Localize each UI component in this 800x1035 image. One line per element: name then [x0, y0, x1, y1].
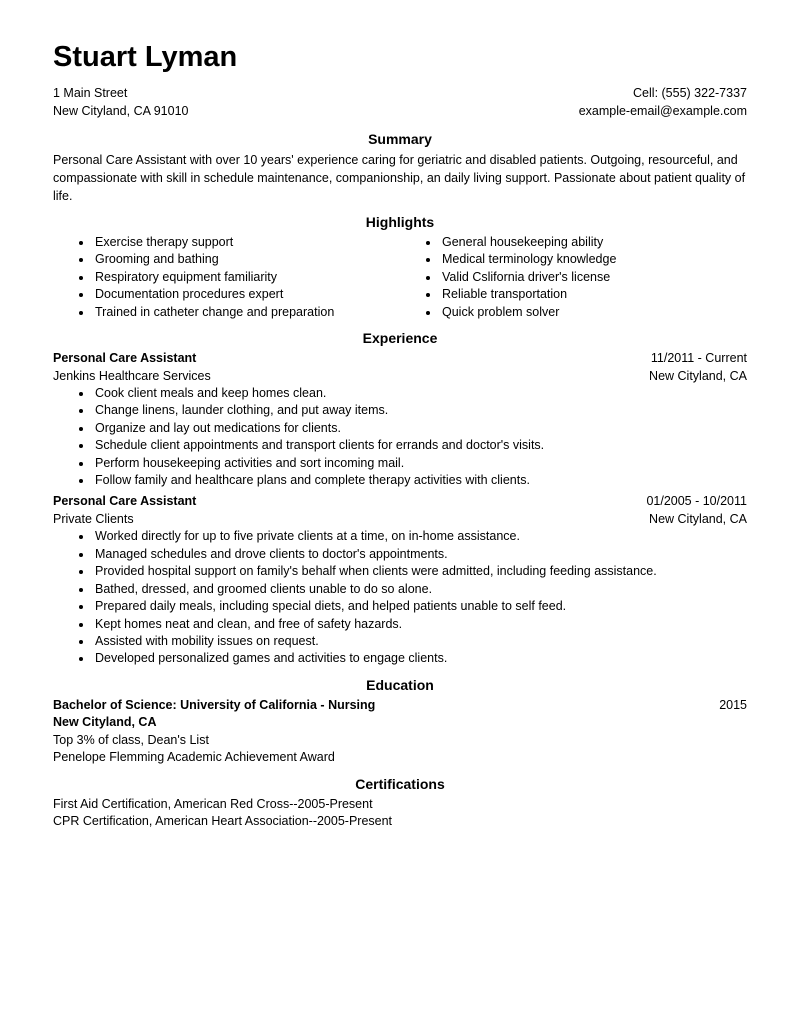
education-location: New Cityland, CA [53, 715, 157, 730]
job-bullet: • Cook client meals and keep homes clean. [93, 385, 747, 402]
email-address: example-email@example.com [578, 104, 747, 118]
education-year: 2015 [719, 697, 747, 712]
job-title: Personal Care Assistant [53, 351, 197, 366]
summary-text: Personal Care Assistant with over 10 years' experience caring for geriatric and disabled patients. Outgoing, resourceful, and compassionate with skill in schedule maintenance, companionship, an daily living support. Passionate about patient quality of life. [53, 153, 746, 203]
job-dates: 01/2005 - 10/2011 [646, 494, 747, 509]
job-bullet-list [53, 528, 747, 667]
address-line-2: New Cityland, CA 91010 [53, 104, 189, 118]
education-detail: Penelope Flemming Academic Achievement Award [53, 750, 335, 765]
section-highlights [53, 213, 747, 321]
job-bullet: • Kept homes neat and clean, and free of safety hazards. [93, 616, 747, 633]
job-employer-row [53, 511, 747, 529]
job-bullet: • Managed schedules and drove clients to doctor's appointments. [93, 546, 747, 563]
job-bullet: • Provided hospital support on family's behalf when clients were admitted, including feeding assistance. [93, 563, 747, 580]
certifications-heading: Certifications [355, 775, 445, 792]
job-title-row [53, 350, 747, 368]
job-employer: Private Clients [53, 511, 134, 526]
address-block [53, 84, 189, 120]
job-entry-1 [53, 350, 747, 489]
section-experience [53, 329, 747, 668]
highlight-item: • Reliable transportation [440, 286, 747, 303]
highlight-item: • Grooming and bathing [93, 251, 400, 268]
education-degree: Bachelor of Science: University of California - Nursing [53, 697, 376, 712]
job-employer-row [53, 368, 747, 386]
highlight-item: • Medical terminology knowledge [440, 251, 747, 268]
highlight-item: • Quick problem solver [440, 304, 747, 321]
education-heading: Education [366, 676, 434, 693]
job-location: New Cityland, CA [649, 368, 747, 383]
job-title-row [53, 493, 747, 511]
contact-row [53, 84, 747, 120]
highlight-item: • Respiratory equipment familiarity [93, 269, 400, 286]
summary-heading: Summary [368, 131, 432, 147]
highlight-item: • Documentation procedures expert [93, 286, 400, 303]
job-bullet: • Schedule client appointments and transport clients for errands and doctor's visits. [93, 437, 747, 454]
highlight-item: • Exercise therapy support [93, 234, 400, 251]
job-employer: Jenkins Healthcare Services [53, 368, 211, 383]
person-name: Stuart Lyman [53, 41, 238, 73]
job-bullet-list [53, 385, 747, 489]
section-certifications [53, 775, 747, 831]
address-line-1: 1 Main Street [53, 86, 128, 100]
job-location: New Cityland, CA [649, 511, 747, 526]
contact-block [579, 84, 747, 120]
certification-item: CPR Certification, American Heart Association--2005-Present [53, 814, 393, 829]
highlights-list-left [53, 234, 400, 321]
experience-heading: Experience [362, 330, 438, 347]
highlights-heading: Highlights [365, 214, 435, 230]
job-bullet: • Organize and lay out medications for clients. [93, 420, 747, 437]
resume-header [53, 40, 747, 120]
highlights-list-right [400, 234, 747, 321]
education-degree-row [53, 697, 747, 715]
job-bullet: • Change linens, launder clothing, and put away items. [93, 402, 747, 419]
highlights-columns [53, 234, 747, 321]
highlight-item: • Valid Cslifornia driver's license [440, 269, 747, 286]
section-summary [53, 130, 747, 205]
highlight-item: • General housekeeping ability [440, 234, 747, 251]
job-title: Personal Care Assistant [53, 494, 197, 509]
job-dates: 11/2011 - Current [650, 351, 747, 366]
phone-number: Cell: (555) 322-7337 [633, 86, 747, 100]
job-entry-2 [53, 493, 747, 667]
section-education [53, 676, 747, 767]
job-bullet: • Prepared daily meals, including special diets, and helped patients unable to self feed. [93, 598, 747, 615]
highlight-item: • Trained in catheter change and preparation [93, 304, 400, 321]
job-bullet: • Follow family and healthcare plans and complete therapy activities with clients. [93, 472, 747, 489]
certifications-list [53, 796, 747, 831]
job-bullet: • Developed personalized games and activities to engage clients. [93, 650, 747, 667]
job-bullet: • Worked directly for up to five private clients at a time, on in-home assistance. [93, 528, 747, 545]
education-details [53, 732, 747, 767]
job-bullet: • Bathed, dressed, and groomed clients unable to do so alone. [93, 581, 747, 598]
job-bullet: • Assisted with mobility issues on request. [93, 633, 747, 650]
certification-item: First Aid Certification, American Red Cross--2005-Present [53, 796, 373, 811]
education-detail: Top 3% of class, Dean's List [53, 732, 209, 747]
job-bullet: • Perform housekeeping activities and sort incoming mail. [93, 455, 747, 472]
